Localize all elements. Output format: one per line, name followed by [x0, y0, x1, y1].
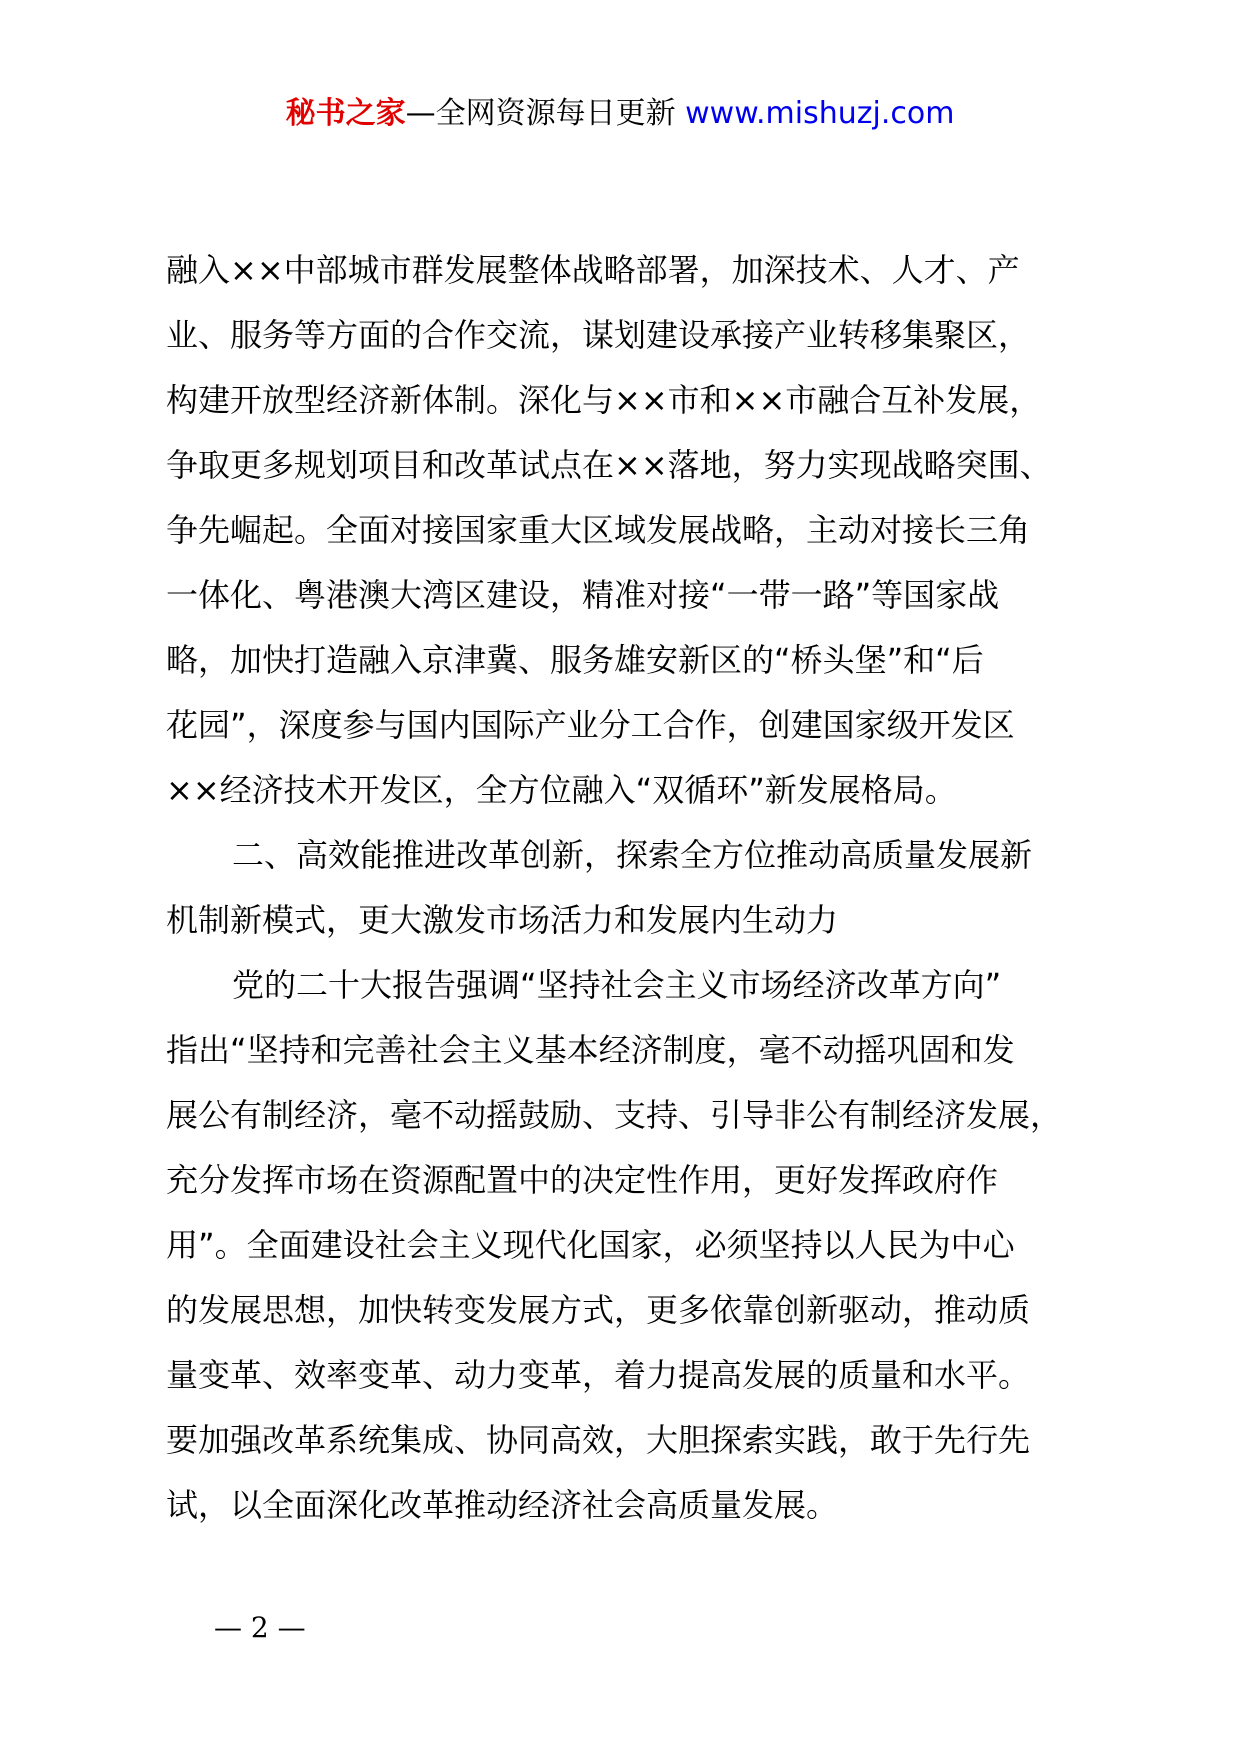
- document-body: [166, 238, 1106, 1538]
- text-line: 业、服务等方面的合作交流，谋划建设承接产业转移集聚区，: [166, 316, 1031, 354]
- text-line: 要加强改革系统集成、协同高效，大胆探索实践，敢于先行先: [166, 1421, 1031, 1459]
- text-line: 展公有制经济，毫不动摇鼓励、支持、引导非公有制经济发展，: [166, 1096, 1063, 1134]
- text-line: 用”。全面建设社会主义现代化国家，必须坚持以人民为中心: [166, 1226, 1015, 1264]
- text-line: 略，加快打造融入京津冀、服务雄安新区的“桥头堡”和“后: [166, 641, 984, 679]
- text-line: 花园”，深度参与国内国际产业分工合作，创建国家级开发区: [166, 706, 1015, 744]
- section-heading-line: 二、高效能推进改革创新，探索全方位推动高质量发展新: [232, 836, 1033, 874]
- text-line: 指出“坚持和完善社会主义基本经济制度，毫不动摇巩固和发: [166, 1031, 1015, 1069]
- text-line: 争取更多规划项目和改革试点在××落地，努力实现战略突围、: [166, 446, 1052, 484]
- section-heading-line: 机制新模式，更大激发市场活力和发展内生动力: [166, 901, 839, 939]
- text-line: 一体化、粤港澳大湾区建设，精准对接“一带一路”等国家战: [166, 576, 1000, 614]
- text-line: 量变革、效率变革、动力变革，着力提高发展的质量和水平。: [166, 1356, 1031, 1394]
- text-line: 融入××中部城市群发展整体战略部署，加深技术、人才、产: [166, 251, 1020, 289]
- site-header: [0, 94, 1240, 134]
- brand-name: 秘书之家: [285, 96, 406, 131]
- text-line: 构建开放型经济新体制。深化与××市和××市融合互补发展，: [166, 381, 1042, 419]
- header-tagline: —全网资源每日更新: [405, 96, 676, 131]
- text-line: ××经济技术开发区，全方位融入“双循环”新发展格局。: [166, 771, 957, 809]
- text-line: 的发展思想，加快转变发展方式，更多依靠创新驱动，推动质: [166, 1291, 1031, 1329]
- text-line: 争先崛起。全面对接国家重大区域发展战略，主动对接长三角: [166, 511, 1031, 549]
- text-line: 试，以全面深化改革推动经济社会高质量发展。: [166, 1486, 839, 1524]
- site-url-link[interactable]: www.mishuzj.com: [685, 96, 955, 131]
- page-number: — 2 —: [214, 1611, 306, 1644]
- text-line: 充分发挥市场在资源配置中的决定性作用，更好发挥政府作: [166, 1161, 999, 1199]
- text-line: 党的二十大报告强调“坚持社会主义市场经济改革方向”: [232, 966, 1002, 1004]
